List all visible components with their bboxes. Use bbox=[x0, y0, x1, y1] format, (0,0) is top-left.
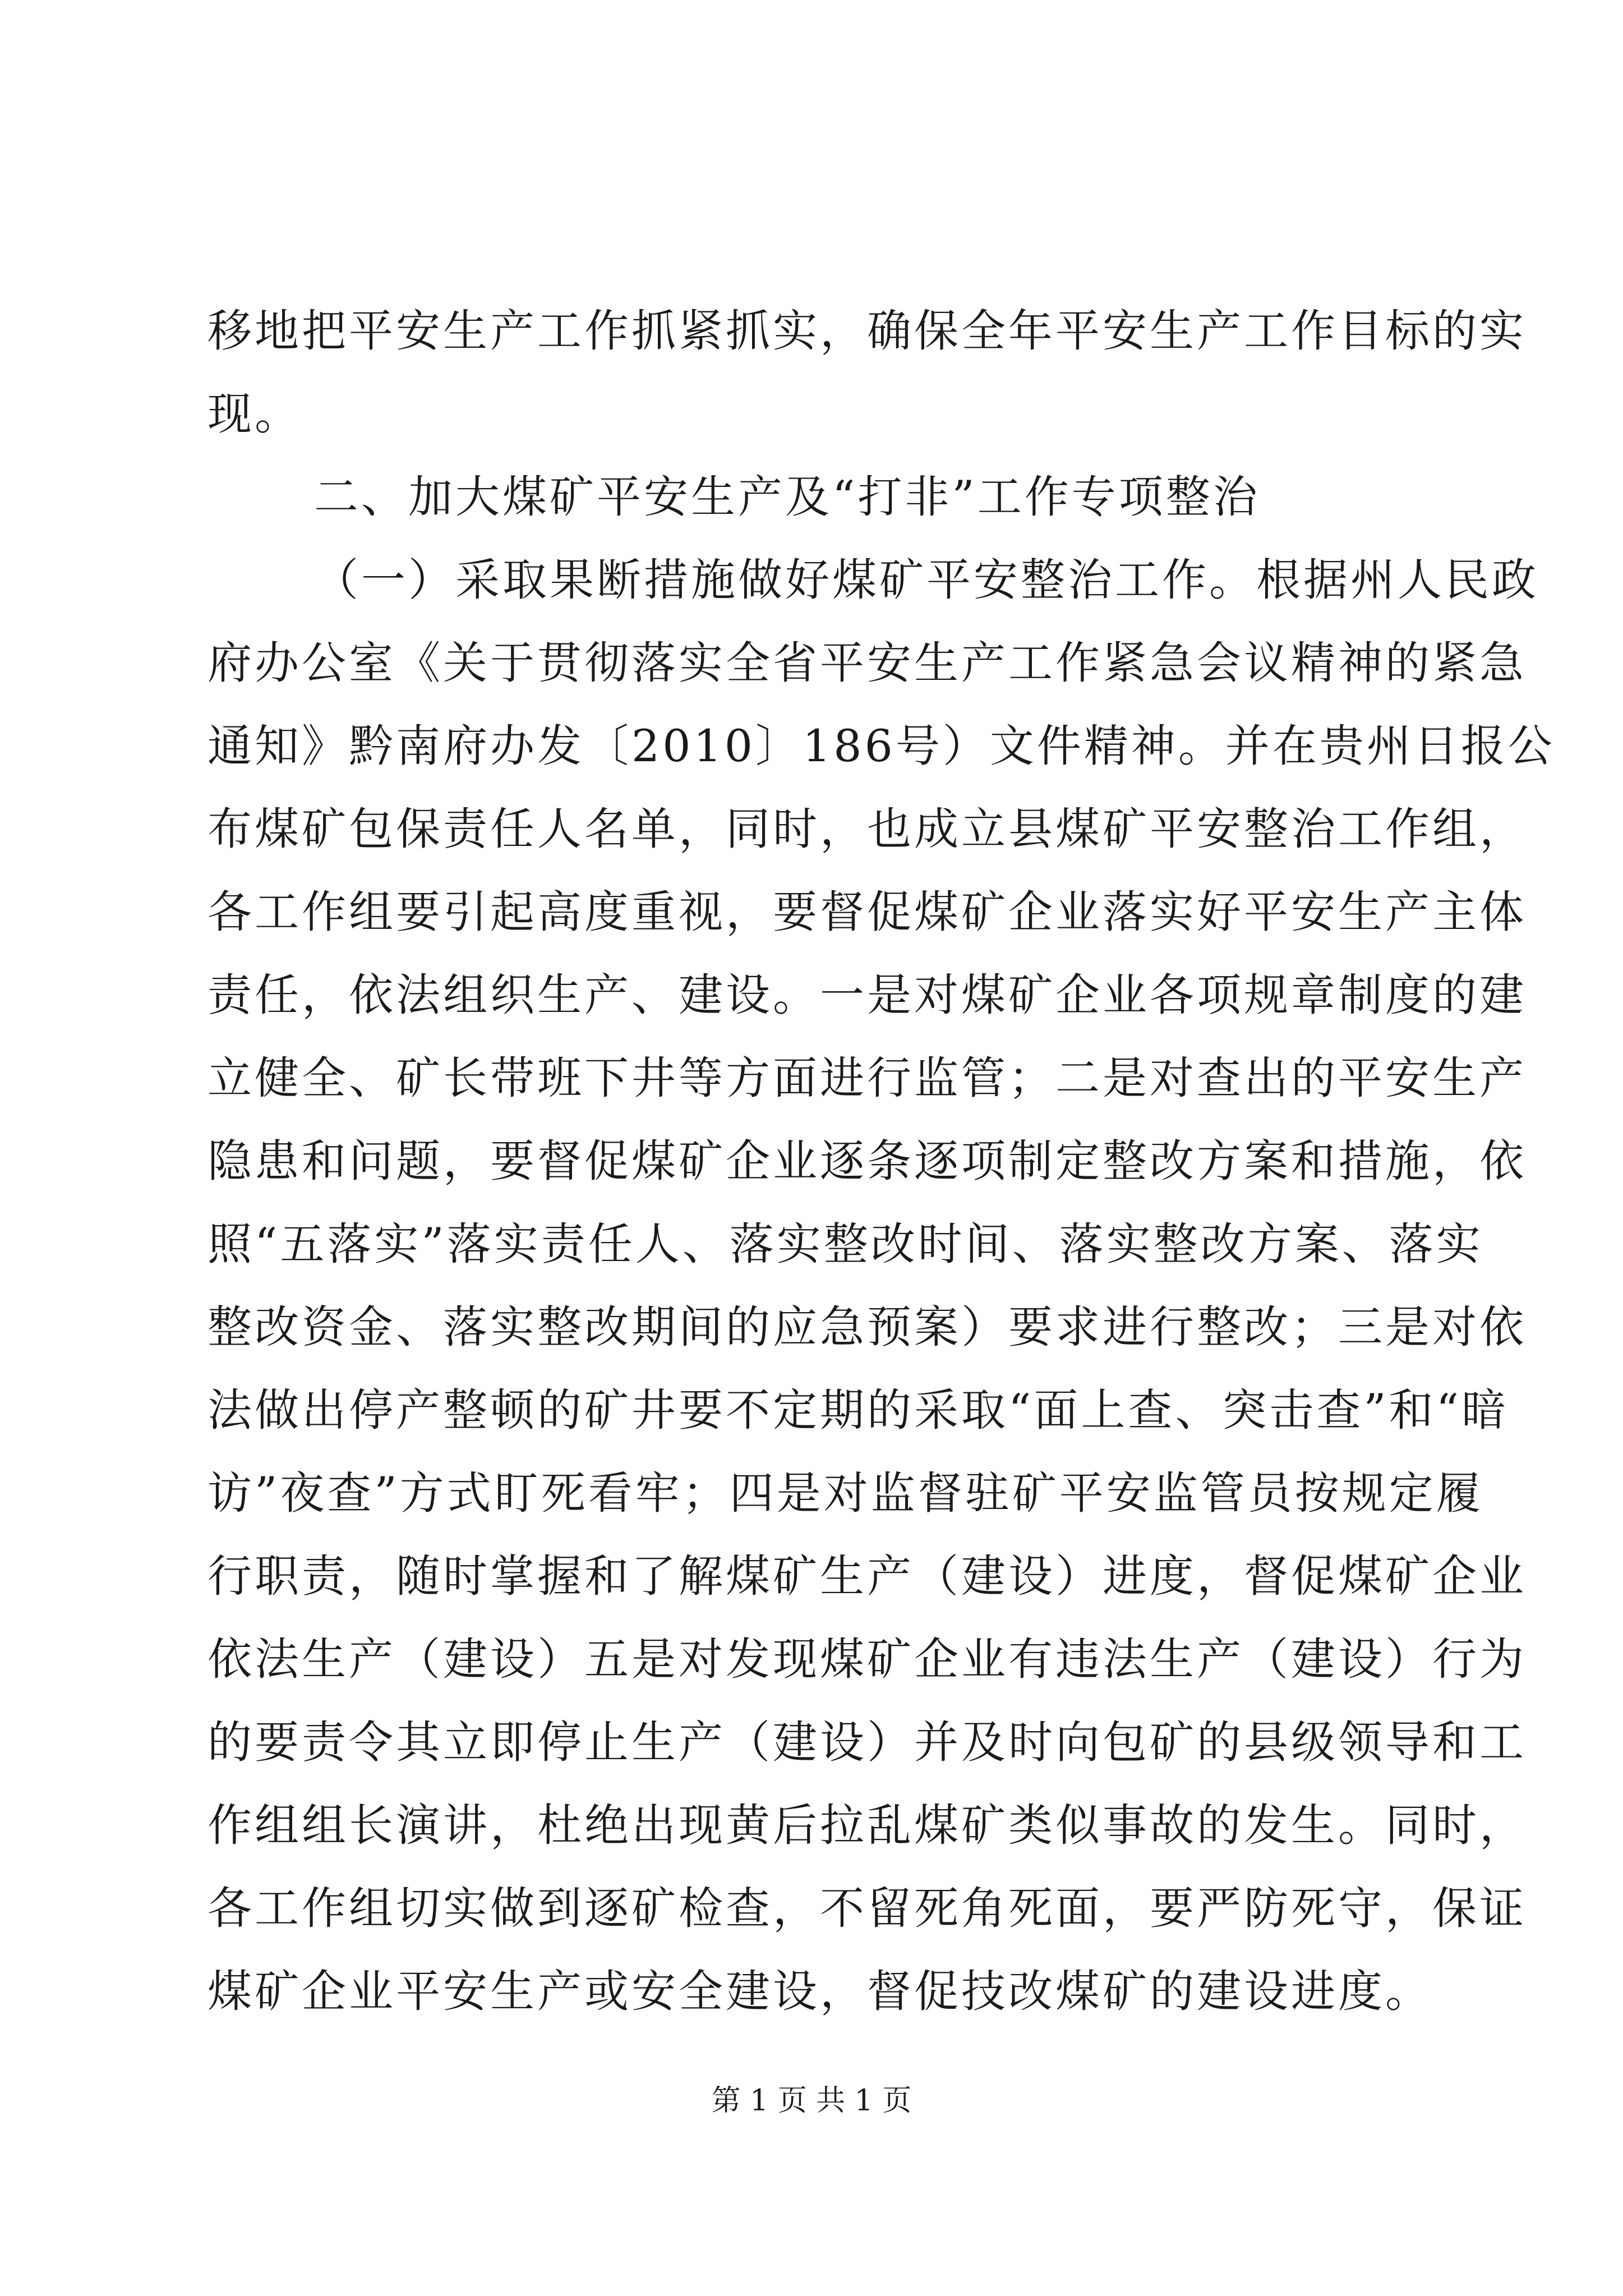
body-text-line: 的要责令其立即停止生产（建设）并及时向包矿的县级领导和工 bbox=[208, 1717, 1527, 1768]
body-text-line: （一）采取果断措施做好煤矿平安整治工作。根据州人民政 bbox=[314, 554, 1539, 606]
body-text-line: 通知》黔南府办发〔2010〕186号）文件精神。并在贵州日报公 bbox=[208, 720, 1555, 772]
body-text-line: 作组组长演讲，杜绝出现黄后拉乱煤矿类似事故的发生。同时， bbox=[208, 1800, 1527, 1851]
body-text-line: 隐患和问题，要督促煤矿企业逐条逐项制定整改方案和措施，依 bbox=[208, 1135, 1527, 1187]
page-footer: 第 1 页 共 1 页 bbox=[711, 2084, 912, 2118]
body-text-line: 布煤矿包保责任人名单，同时，也成立县煤矿平安整治工作组， bbox=[208, 803, 1527, 855]
body-text-line: 法做出停产整顿的矿井要不定期的采取“面上查、突击查”和“暗 bbox=[208, 1384, 1509, 1436]
body-text-line: 责任，依法组织生产、建设。一是对煤矿企业各项规章制度的建 bbox=[208, 969, 1527, 1021]
body-text-line: 各工作组切实做到逐矿检查，不留死角死面，要严防死守，保证 bbox=[208, 1883, 1527, 1934]
body-text-line: 府办公室《关于贯彻落实全省平安生产工作紧急会议精神的紧急 bbox=[208, 637, 1527, 689]
section-heading: 二、加大煤矿平安生产及“打非”工作专项整治 bbox=[314, 471, 1260, 523]
body-text-line: 行职责，随时掌握和了解煤矿生产（建设）进度，督促煤矿企业 bbox=[208, 1550, 1527, 1602]
body-text-line: 整改资金、落实整改期间的应急预案）要求进行整改；三是对依 bbox=[208, 1301, 1527, 1353]
body-text-line: 各工作组要引起高度重视，要督促煤矿企业落实好平安生产主体 bbox=[208, 886, 1527, 938]
body-text-line: 现。 bbox=[208, 388, 302, 440]
body-text-line: 煤矿企业平安生产或安全建设，督促技改煤矿的建设进度。 bbox=[208, 1966, 1432, 2017]
body-text-line: 访”夜查”方式盯死看牢；四是对监督驻矿平安监管员按规定履 bbox=[208, 1467, 1483, 1519]
body-text-line: 立健全、矿长带班下井等方面进行监管；二是对查出的平安生产 bbox=[208, 1052, 1527, 1104]
body-text-line: 移地把平安生产工作抓紧抓实，确保全年平安生产工作目标的实 bbox=[208, 305, 1527, 357]
body-text-line: 照“五落实”落实责任人、落实整改时间、落实整改方案、落实 bbox=[208, 1218, 1483, 1270]
body-text-line: 依法生产（建设）五是对发现煤矿企业有违法生产（建设）行为 bbox=[208, 1634, 1527, 1685]
